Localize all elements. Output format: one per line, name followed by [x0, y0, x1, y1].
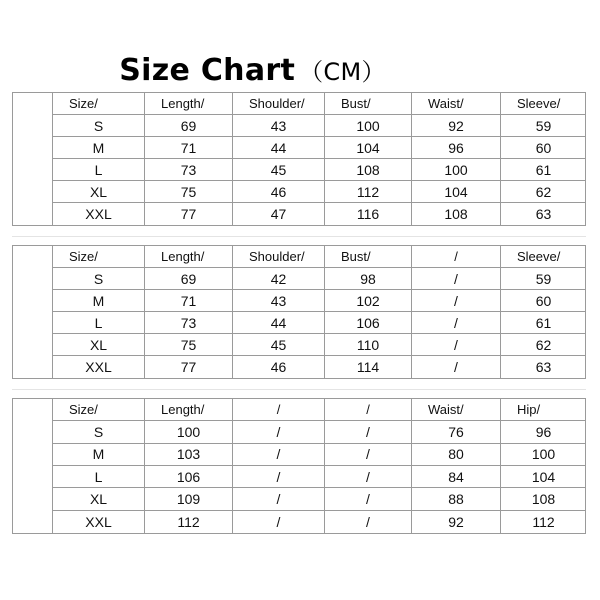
table-cell: /	[412, 312, 501, 334]
column-header: Size/	[53, 93, 145, 115]
page-title	[0, 52, 505, 88]
table-cell: 45	[233, 334, 325, 356]
size-label-cell: L	[53, 312, 145, 334]
table-cell: /	[412, 334, 501, 356]
table-cell: 46	[233, 181, 325, 203]
column-header: Sleeve/	[501, 246, 586, 268]
size-label-cell: L	[53, 159, 145, 181]
size-label-cell: M	[53, 290, 145, 312]
column-header: Shoulder/	[233, 246, 325, 268]
table-cell: 116	[325, 203, 412, 225]
table-cell: 109	[145, 488, 233, 510]
table-cell: 47	[233, 203, 325, 225]
table-cell: 44	[233, 137, 325, 159]
column-header: Waist/	[412, 93, 501, 115]
table-cell: /	[233, 488, 325, 510]
table-cell: /	[233, 444, 325, 466]
table-cell: 108	[325, 159, 412, 181]
table-cell: 76	[412, 421, 501, 443]
table-cell: 112	[145, 511, 233, 533]
table-separator	[12, 389, 586, 390]
side-column	[13, 246, 53, 378]
side-column	[13, 93, 53, 225]
column-header: Length/	[145, 93, 233, 115]
table-cell: 104	[501, 466, 586, 488]
table-cell: 45	[233, 159, 325, 181]
side-column	[13, 399, 53, 533]
size-label-cell: XL	[53, 334, 145, 356]
table-cell: 43	[233, 290, 325, 312]
table-cell: 60	[501, 290, 586, 312]
title-main: Size Chart	[119, 53, 296, 88]
table-cell: /	[325, 466, 412, 488]
table-cell: 73	[145, 159, 233, 181]
table-cell: 44	[233, 312, 325, 334]
table-cell: 63	[535, 206, 552, 222]
column-header: Hip/	[501, 399, 586, 421]
size-grid	[53, 399, 585, 533]
table-cell: /	[233, 511, 325, 533]
table-cell: 71	[145, 137, 233, 159]
table-cell: 73	[145, 312, 233, 334]
column-header: /	[233, 399, 325, 421]
table-cell: 102	[325, 290, 412, 312]
table-cell: 104	[412, 181, 501, 203]
column-header: Length/	[145, 399, 233, 421]
table-cell: 60	[501, 137, 586, 159]
table-cell: 61	[501, 159, 586, 181]
table-cell: 71	[145, 290, 233, 312]
table-cell: 62	[501, 334, 586, 356]
table-cell: 92	[412, 115, 501, 137]
table-cell: /	[325, 511, 412, 533]
size-grid	[53, 93, 585, 225]
column-header: Shoulder/	[233, 93, 325, 115]
table-cell: 108	[412, 203, 501, 225]
title-unit: （CM）	[299, 58, 386, 86]
column-header: /	[325, 399, 412, 421]
size-label-cell: M	[53, 137, 145, 159]
table-cell: 61	[501, 312, 586, 334]
table-cell: 69	[145, 115, 233, 137]
size-label-cell: XL	[53, 488, 145, 510]
table-cell: 42	[233, 268, 325, 290]
table-cell: 77	[145, 356, 233, 378]
table-cell: 96	[501, 421, 586, 443]
size-label-cell: XXL	[53, 511, 145, 533]
table-cell: 43	[233, 115, 325, 137]
table-cell: 103	[145, 444, 233, 466]
size-label-cell: M	[53, 444, 145, 466]
table-cell: 92	[412, 511, 501, 533]
table-cell: 75	[145, 181, 233, 203]
column-header: Size/	[53, 246, 145, 268]
table-cell: 77	[145, 203, 233, 225]
table-cell: 112	[532, 513, 555, 530]
size-label-cell: L	[53, 466, 145, 488]
column-header: Waist/	[412, 399, 501, 421]
size-label-cell: XXL	[53, 356, 145, 378]
size-label-cell: XL	[53, 181, 145, 203]
size-table-3	[12, 398, 586, 534]
column-header: Bust/	[325, 93, 412, 115]
table-cell: /	[325, 488, 412, 510]
table-cell: 59	[501, 115, 586, 137]
table-cell: 108	[501, 488, 586, 510]
table-cell: 46	[233, 356, 325, 378]
table-cell: 88	[412, 488, 501, 510]
table-cell: /	[233, 466, 325, 488]
size-label-cell: S	[53, 115, 145, 137]
table-cell: 75	[145, 334, 233, 356]
table-cell: 59	[501, 268, 586, 290]
table-cell: 69	[145, 268, 233, 290]
table-cell: /	[325, 421, 412, 443]
table-cell: 106	[145, 466, 233, 488]
table-cell: 62	[501, 181, 586, 203]
table-cell: 80	[412, 444, 501, 466]
table-cell: 100	[412, 159, 501, 181]
column-header: Sleeve/	[501, 93, 586, 115]
size-table-1	[12, 92, 586, 226]
column-header: /	[412, 246, 501, 268]
table-cell: 63	[535, 359, 552, 375]
table-cell: /	[233, 421, 325, 443]
table-cell: 98	[325, 268, 412, 290]
table-cell: 100	[325, 115, 412, 137]
table-cell: /	[325, 444, 412, 466]
table-separator	[12, 236, 586, 237]
size-label-cell: S	[53, 268, 145, 290]
column-header: Length/	[145, 246, 233, 268]
size-grid	[53, 246, 585, 378]
table-cell: /	[412, 290, 501, 312]
table-cell: 84	[412, 466, 501, 488]
table-cell: 104	[325, 137, 412, 159]
table-cell: /	[412, 268, 501, 290]
table-cell: 106	[325, 312, 412, 334]
table-cell: /	[412, 356, 501, 378]
table-cell: 96	[412, 137, 501, 159]
table-cell: 100	[501, 444, 586, 466]
table-cell: 110	[325, 334, 412, 356]
column-header: Bust/	[325, 246, 412, 268]
size-table-2	[12, 245, 586, 379]
size-label-cell: XXL	[53, 203, 145, 225]
table-cell: 100	[145, 421, 233, 443]
table-cell: 114	[325, 356, 412, 378]
table-cell: 112	[325, 181, 412, 203]
column-header: Size/	[53, 399, 145, 421]
size-label-cell: S	[53, 421, 145, 443]
